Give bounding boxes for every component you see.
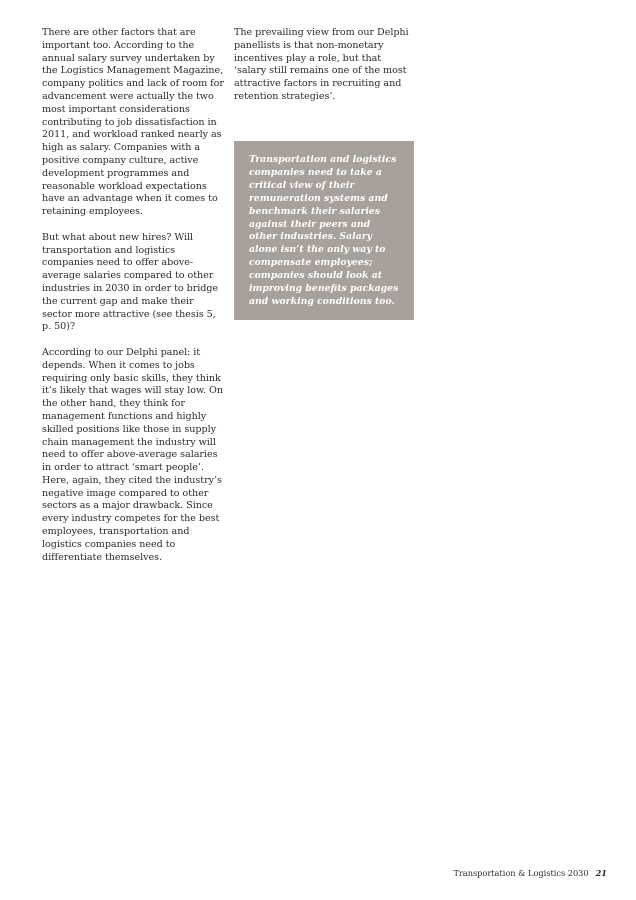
page-footer [453,868,607,878]
page-number: 21 [595,868,607,878]
callout-box [234,141,414,320]
left-text-column [42,27,226,577]
body-paragraph-delphi-panel: According to our Delphi panel: it depends. When it comes to jobs requiring only basic skills, they think it’s likely that wages will stay low. On the other hand, they think for management functions and highly skilled positions like those in supply chain management the industry will need to offer above-average salaries in order to attract ‘smart people’. Here, again, they cited the industry’s negative image compared to other sectors as a major drawback. Since every industry competes for the best employees, transportation and logistics companies need to differentiate themselves. [42,346,223,563]
body-paragraph-salary-factors: There are other factors that are important too. According to the annual salary survey undertaken by the Logistics Management Magazine, company politics and lack of room for advancement were actually the two most important considerations contributing to job dissatisfaction in 2011, and workload ranked nearly as high as salary. Companies with a positive company culture, active development programmes and reasonable workload expectations have an advantage when it comes to retaining employees. [42,27,224,218]
body-paragraph-new-hires: But what about new hires? Will transportation and logistics companies need to offer above-average salaries compared to other industries in 2030 in order to bridge the current gap and make their sector more attractive (see thesis 5, p. 50)? [42,231,219,333]
body-paragraph-non-monetary-incentives: The prevailing view from our Delphi panellists is that non-monetary incentives play a role, but that ‘salary still remains one of the most attractive factors in recruiting and retention strategies’. [234,27,409,102]
right-text-column [234,27,414,117]
callout-text: Transportation and logistics companies need to take a critical view of their remuneration systems and benchmark their salaries against their peers and other industries. Salary alone isn’t the only way to compensate employees; companies should look at improving benefits packages and working conditions too. [249,154,399,307]
publication-title: Transportation & Logistics 2030 [453,868,589,878]
